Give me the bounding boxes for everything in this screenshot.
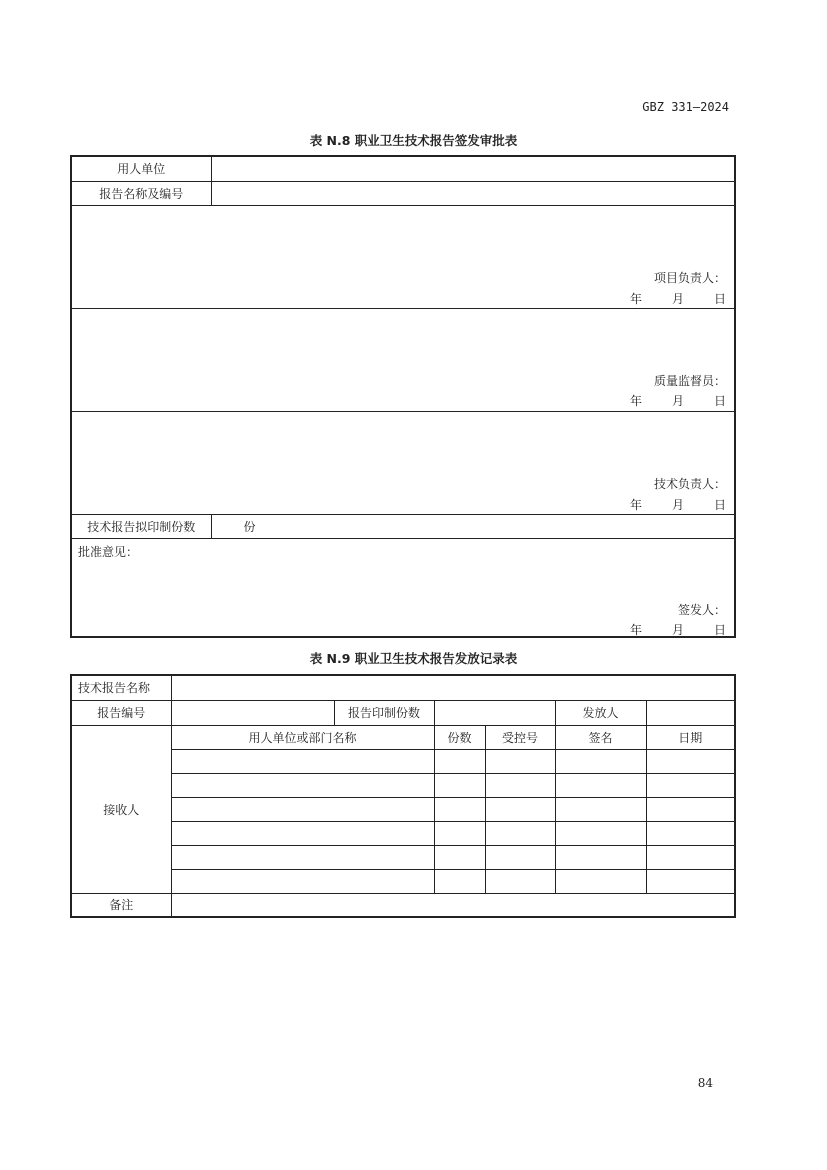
standard-number: GBZ 331—2024 — [642, 100, 729, 114]
page-number: 84 — [697, 1076, 713, 1090]
unit-name-cell[interactable] — [171, 749, 434, 773]
remarks-label: 备注 — [71, 893, 171, 917]
project-lead-label: 项目负责人： — [653, 270, 726, 285]
quality-supervisor-date: 年 月 日 — [629, 393, 726, 408]
project-lead-section[interactable] — [71, 205, 735, 308]
date-cell[interactable] — [646, 845, 735, 869]
issuer-label: 签发人： — [677, 602, 726, 617]
col-signature: 签名 — [555, 725, 646, 749]
report-number-value[interactable] — [171, 700, 334, 725]
signature-cell[interactable] — [555, 749, 646, 773]
signature-cell[interactable] — [555, 845, 646, 869]
approval-label: 批准意见： — [78, 544, 139, 559]
unit-name-cell[interactable] — [171, 821, 434, 845]
receiver-label: 接收人 — [71, 725, 171, 893]
col-copies: 份数 — [434, 725, 485, 749]
report-title-value[interactable] — [171, 675, 735, 700]
quality-supervisor-label: 质量监督员： — [653, 373, 726, 388]
report-name-label: 报告名称及编号 — [71, 181, 211, 205]
report-number-label: 报告编号 — [71, 700, 171, 725]
col-unit-name: 用人单位或部门名称 — [171, 725, 434, 749]
unit-name-cell[interactable] — [171, 797, 434, 821]
employer-value[interactable] — [211, 156, 735, 181]
distribution-table — [70, 674, 736, 918]
table-row — [71, 869, 735, 893]
control-no-cell[interactable] — [485, 845, 555, 869]
date-cell[interactable] — [646, 773, 735, 797]
distributor-label: 发放人 — [555, 700, 646, 725]
col-date: 日期 — [646, 725, 735, 749]
copies-cell[interactable] — [434, 821, 485, 845]
date-cell[interactable] — [646, 797, 735, 821]
control-no-cell[interactable] — [485, 869, 555, 893]
control-no-cell[interactable] — [485, 821, 555, 845]
table-row — [71, 797, 735, 821]
unit-name-cell[interactable] — [171, 869, 434, 893]
copies-label: 技术报告拟印制份数 — [71, 514, 211, 538]
employer-label: 用人单位 — [71, 156, 211, 181]
signature-cell[interactable] — [555, 773, 646, 797]
table-n8-caption: 表 N.8 职业卫生技术报告签发审批表 — [309, 133, 518, 148]
table-n9-caption: 表 N.9 职业卫生技术报告发放记录表 — [309, 651, 518, 666]
signature-cell[interactable] — [555, 797, 646, 821]
remarks-value[interactable] — [171, 893, 735, 917]
issuer-date: 年 月 日 — [629, 622, 726, 637]
copies-unit: 份 — [243, 519, 256, 534]
signature-cell[interactable] — [555, 821, 646, 845]
quality-supervisor-section[interactable] — [71, 308, 735, 411]
report-name-value[interactable] — [211, 181, 735, 205]
report-title-label: 技术报告名称 — [71, 675, 171, 700]
approval-section[interactable] — [71, 538, 735, 637]
copies-cell[interactable] — [434, 869, 485, 893]
control-no-cell[interactable] — [485, 749, 555, 773]
table-row — [71, 749, 735, 773]
table-row — [71, 773, 735, 797]
table-row — [71, 821, 735, 845]
tech-lead-section[interactable] — [71, 411, 735, 514]
print-copies-value[interactable] — [434, 700, 555, 725]
unit-name-cell[interactable] — [171, 845, 434, 869]
unit-name-cell[interactable] — [171, 773, 434, 797]
table-row — [71, 845, 735, 869]
date-cell[interactable] — [646, 869, 735, 893]
project-lead-date: 年 月 日 — [629, 291, 726, 306]
print-copies-label: 报告印制份数 — [334, 700, 434, 725]
distributor-value[interactable] — [646, 700, 735, 725]
copies-cell[interactable] — [434, 773, 485, 797]
approval-table — [70, 155, 736, 638]
tech-lead-label: 技术负责人： — [653, 476, 726, 491]
date-cell[interactable] — [646, 749, 735, 773]
control-no-cell[interactable] — [485, 797, 555, 821]
control-no-cell[interactable] — [485, 773, 555, 797]
tech-lead-date: 年 月 日 — [629, 497, 726, 512]
date-cell[interactable] — [646, 821, 735, 845]
copies-value[interactable] — [211, 514, 735, 538]
copies-cell[interactable] — [434, 845, 485, 869]
copies-cell[interactable] — [434, 749, 485, 773]
col-control-no: 受控号 — [485, 725, 555, 749]
copies-cell[interactable] — [434, 797, 485, 821]
signature-cell[interactable] — [555, 869, 646, 893]
